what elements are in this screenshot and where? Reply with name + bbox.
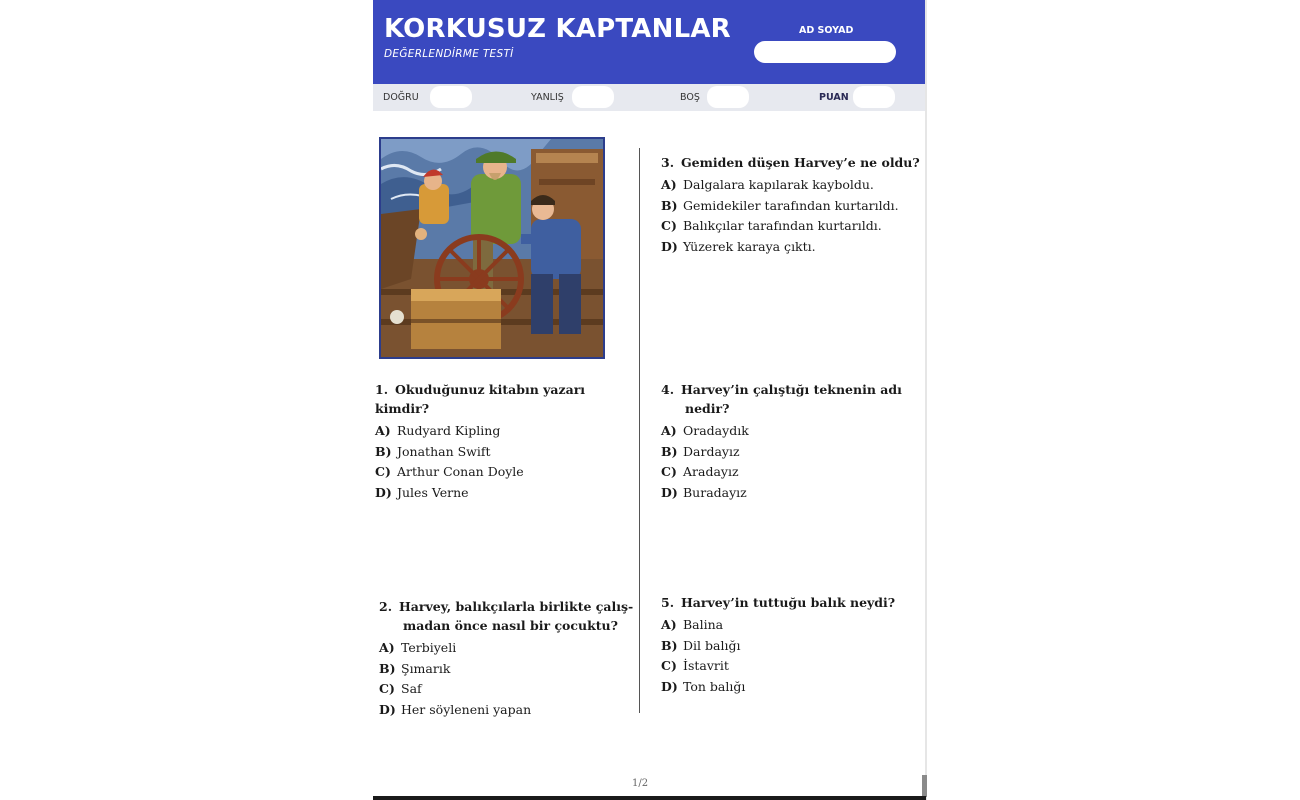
option-text: İstavrit	[683, 658, 729, 673]
page-bottom-border	[373, 796, 926, 800]
option-text: Şımarık	[401, 660, 451, 676]
header-banner	[373, 0, 926, 84]
option-text: Balıkçılar tarafından kurtarıldı.	[683, 218, 882, 233]
score-label: PUAN	[819, 92, 849, 103]
question-3-option-c[interactable]	[661, 216, 923, 237]
question-3	[661, 153, 923, 257]
option-text: Saf	[401, 681, 422, 696]
question-5-text: Harvey’in tuttuğu balık neydi?	[681, 595, 896, 610]
page-subtitle: DEĞERLENDİRME TESTİ	[384, 48, 514, 60]
question-5-option-b[interactable]	[661, 636, 923, 657]
option-letter: D)	[379, 701, 396, 717]
page-number: 1/2	[632, 778, 649, 789]
question-1-option-a[interactable]	[375, 421, 637, 442]
scrollbar-thumb[interactable]	[922, 775, 927, 797]
option-letter: D)	[661, 484, 678, 500]
option-letter: C)	[379, 681, 395, 696]
page-title: KORKUSUZ KAPTANLAR	[384, 14, 731, 44]
option-letter: D)	[375, 484, 392, 500]
option-text: Arthur Conan Doyle	[397, 464, 524, 479]
ship-wheel-icon	[381, 139, 603, 357]
option-letter: A)	[661, 423, 677, 438]
question-4-option-a[interactable]	[661, 421, 923, 442]
option-text: Buradayız	[683, 484, 747, 500]
option-text: Terbiyeli	[401, 640, 457, 655]
question-4-text-line2: nedir?	[685, 401, 730, 416]
question-2	[379, 597, 637, 720]
question-1-text: Okuduğunuz kitabın yazarı kimdir?	[375, 382, 586, 416]
question-4-option-d[interactable]	[661, 483, 923, 504]
option-text: Dardayız	[683, 443, 740, 459]
correct-label: DOĞRU	[383, 92, 419, 103]
option-text: Rudyard Kipling	[397, 423, 501, 438]
name-label: AD SOYAD	[799, 25, 854, 36]
question-2-option-b[interactable]	[379, 659, 637, 680]
question-2-option-d[interactable]	[379, 700, 637, 721]
question-2-text-line2: madan önce nasıl bir çocuktu?	[403, 618, 618, 633]
option-letter: A)	[661, 617, 677, 632]
wrong-label: YANLIŞ	[531, 92, 564, 103]
option-text: Yüzerek karaya çıktı.	[683, 238, 816, 254]
score-bar	[373, 84, 926, 111]
question-2-number: 2.	[379, 599, 393, 614]
question-1-option-b[interactable]	[375, 442, 637, 463]
question-5-stem	[661, 593, 923, 612]
option-letter: B)	[375, 443, 392, 459]
option-letter: D)	[661, 678, 678, 694]
question-4-text-line1: Harvey’in çalıştığı teknenin adı	[681, 382, 902, 397]
question-3-stem	[661, 153, 923, 172]
question-1-option-c[interactable]	[375, 462, 637, 483]
question-3-option-d[interactable]	[661, 237, 923, 258]
question-2-stem	[379, 597, 637, 635]
question-4-option-b[interactable]	[661, 442, 923, 463]
question-2-option-c[interactable]	[379, 679, 637, 700]
option-text: Gemidekiler tarafından kurtarıldı.	[683, 197, 899, 213]
option-letter: B)	[379, 660, 396, 676]
question-3-option-a[interactable]	[661, 175, 923, 196]
blank-field[interactable]	[707, 86, 749, 108]
column-divider	[639, 148, 640, 713]
option-letter: C)	[661, 658, 677, 673]
question-4-option-c[interactable]	[661, 462, 923, 483]
option-letter: C)	[375, 464, 391, 479]
page-edge	[925, 0, 927, 800]
worksheet-page	[373, 0, 926, 797]
question-2-text-line1: Harvey, balıkçılarla birlikte çalış-	[399, 599, 634, 614]
ship-wheel-illustration	[379, 137, 605, 359]
question-5-option-a[interactable]	[661, 615, 923, 636]
question-1-option-d[interactable]	[375, 483, 637, 504]
question-5-number: 5.	[661, 595, 675, 610]
question-1-number: 1.	[375, 382, 389, 397]
option-letter: C)	[661, 218, 677, 233]
question-5-option-d[interactable]	[661, 677, 923, 698]
option-text: Jonathan Swift	[397, 443, 491, 459]
correct-field[interactable]	[430, 86, 472, 108]
option-letter: C)	[661, 464, 677, 479]
option-letter: A)	[375, 423, 391, 438]
question-1-stem	[375, 380, 637, 418]
option-letter: B)	[661, 637, 678, 653]
option-letter: A)	[661, 177, 677, 192]
option-text: Jules Verne	[397, 484, 469, 500]
option-letter: B)	[661, 443, 678, 459]
wrong-field[interactable]	[572, 86, 614, 108]
option-text: Dalgalara kapılarak kayboldu.	[683, 177, 874, 192]
question-1	[375, 380, 637, 503]
question-4-number: 4.	[661, 382, 675, 397]
option-letter: A)	[379, 640, 395, 655]
option-text: Aradayız	[683, 464, 739, 479]
option-text: Dil balığı	[683, 637, 741, 653]
question-4	[661, 380, 923, 503]
question-3-option-b[interactable]	[661, 196, 923, 217]
question-5-option-c[interactable]	[661, 656, 923, 677]
question-3-text: Gemiden düşen Harvey’e ne oldu?	[681, 155, 920, 170]
option-text: Oradaydık	[683, 423, 749, 438]
question-4-stem	[661, 380, 923, 418]
name-field[interactable]	[754, 41, 896, 63]
option-text: Ton balığı	[683, 678, 746, 694]
option-text: Her söyleneni yapan	[401, 701, 532, 717]
option-letter: B)	[661, 197, 678, 213]
option-letter: D)	[661, 238, 678, 254]
score-field[interactable]	[853, 86, 895, 108]
question-2-option-a[interactable]	[379, 638, 637, 659]
blank-label: BOŞ	[680, 92, 700, 103]
question-5	[661, 593, 923, 697]
option-text: Balina	[683, 617, 724, 632]
question-3-number: 3.	[661, 155, 675, 170]
